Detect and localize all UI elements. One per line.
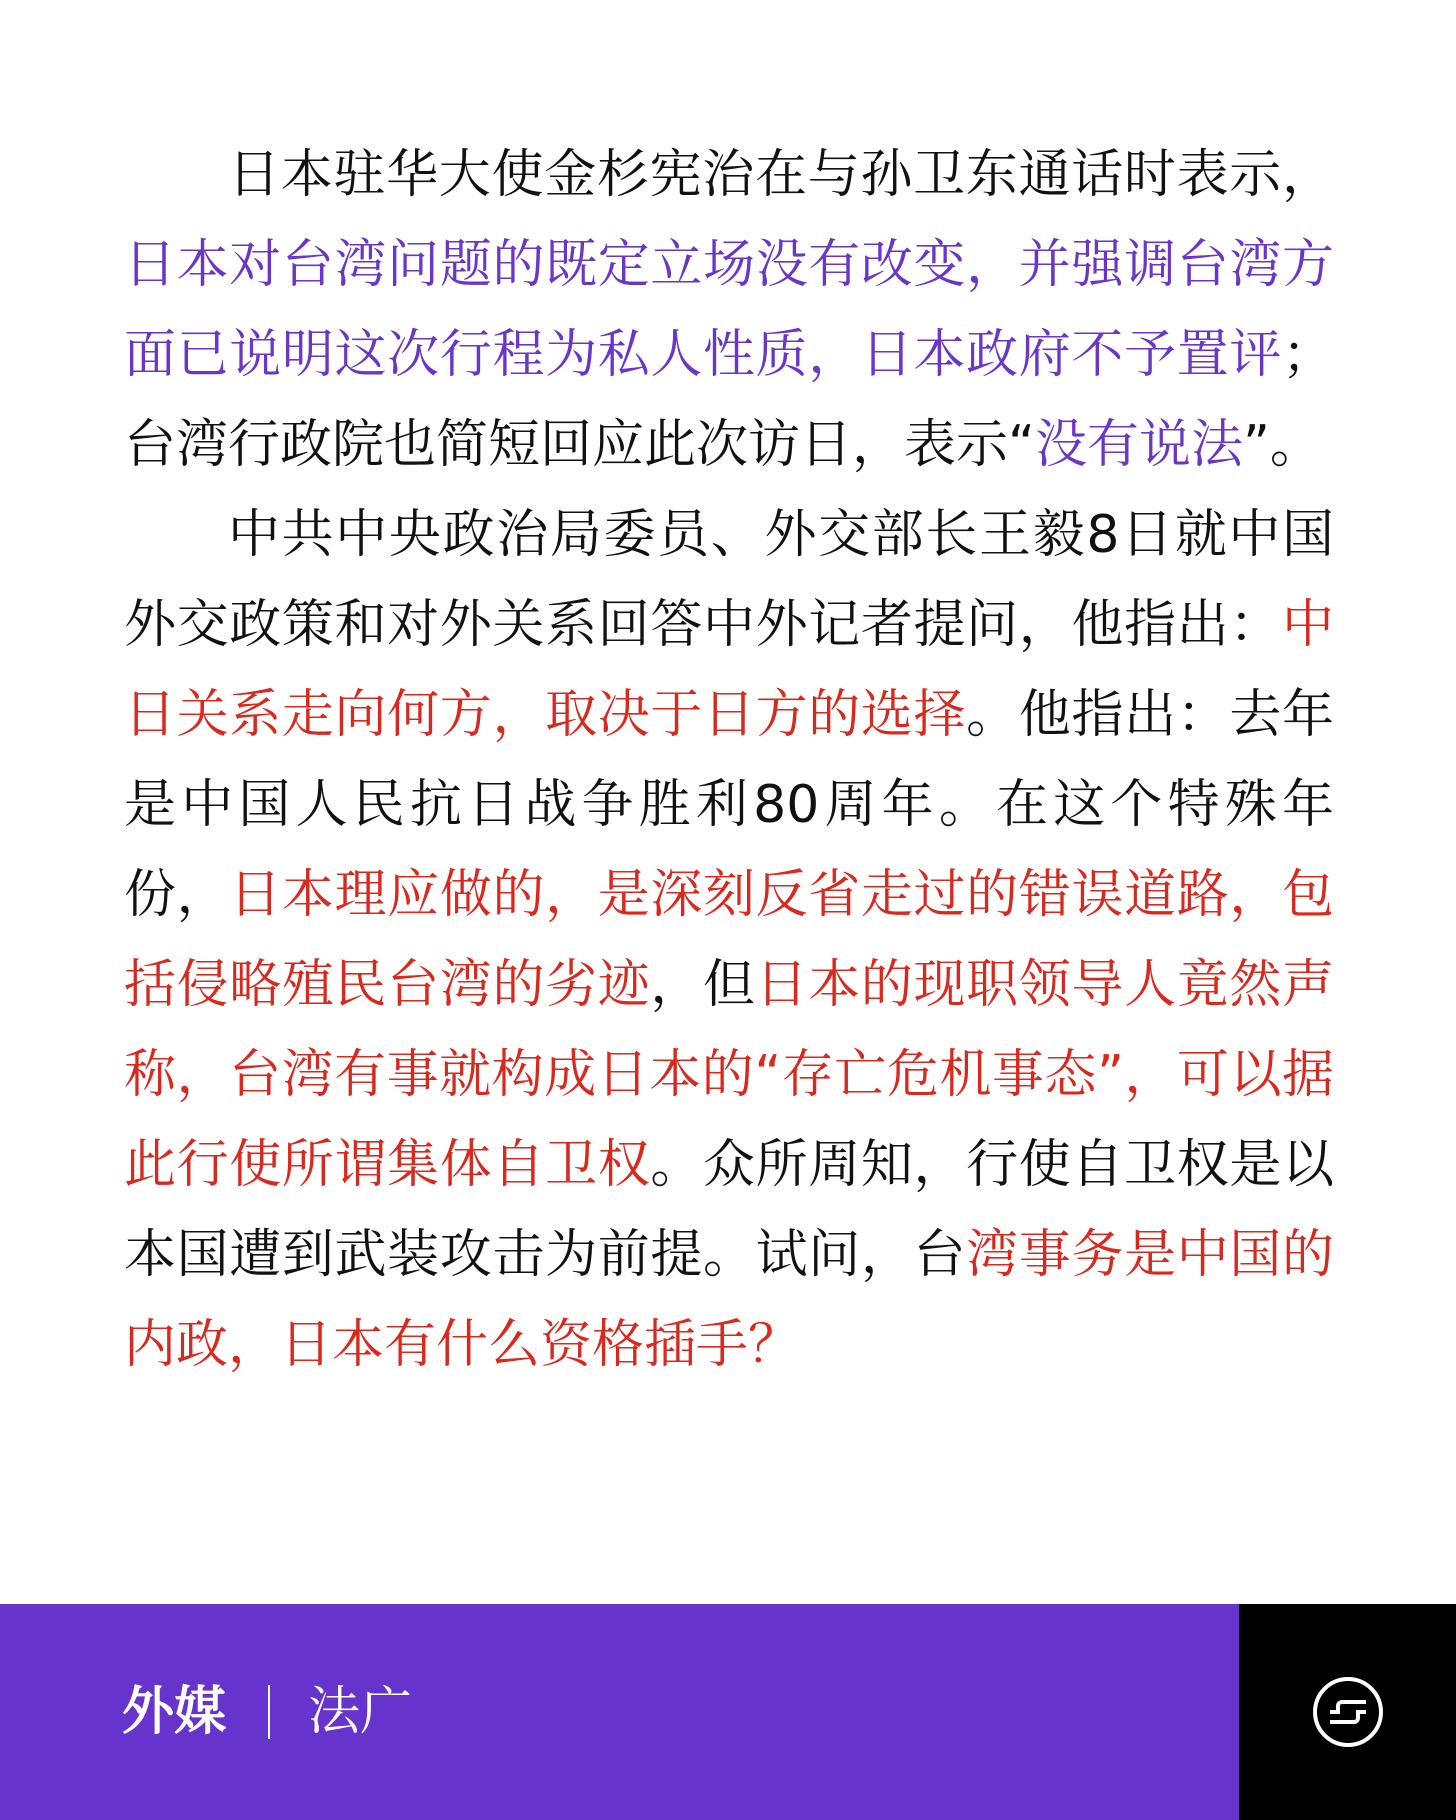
footer-divider [268,1685,270,1739]
text-segment: 中共中央政治局委员、外交部长王毅8日就中国外交政策和对外关系回答中外记者提问，他指出： [124,505,1334,655]
brand-logo-icon [1310,1674,1386,1750]
text-segment: ”。 [1242,415,1322,475]
footer-category: 外媒 [122,1682,227,1742]
footer-source: 法广 [308,1682,413,1742]
text-segment: ，但 [650,955,756,1015]
highlight-red: 湾事务是中国的内政，日本有什么资格插手？ [124,1225,1334,1375]
highlight-purple: 日本对台湾问题的既定立场没有改变，并强调台湾方面已说明这次行程为私人性质，日本政府不予置评 [124,235,1334,385]
text-segment: 日本驻华大使金杉宪治在与孙卫东通话时表示， [228,145,1334,205]
footer-logo-box [1239,1604,1456,1820]
text-segment: 。他指出：去年是中国人民抗日战争胜利80周年。在这个特殊年份， [124,685,1334,925]
footer-bar [0,1604,1456,1820]
footer-label-area [0,1604,1239,1820]
highlight-red: 中日关系走向何方，取决于日方的选择 [124,595,1334,745]
paragraph-2 [124,490,1334,1390]
article-body [124,130,1334,1390]
text-segment: ；台湾行政院也简短回应此次访日，表示“ [124,325,1334,475]
text-segment: 。众所周知，行使自卫权是以本国遭到武装攻击为前提。试问，台 [124,1135,1334,1285]
highlight-purple: 没有说法 [1034,415,1243,475]
highlight-red: 日本理应做的，是深刻反省走过的错误道路，包括侵略殖民台湾的劣迹 [124,865,1334,1015]
highlight-red: 日本的现职领导人竟然声称，台湾有事就构成日本的“存亡危机事态”，可以据此行使所谓集体自卫权 [124,955,1334,1195]
paragraph-1 [124,130,1334,490]
